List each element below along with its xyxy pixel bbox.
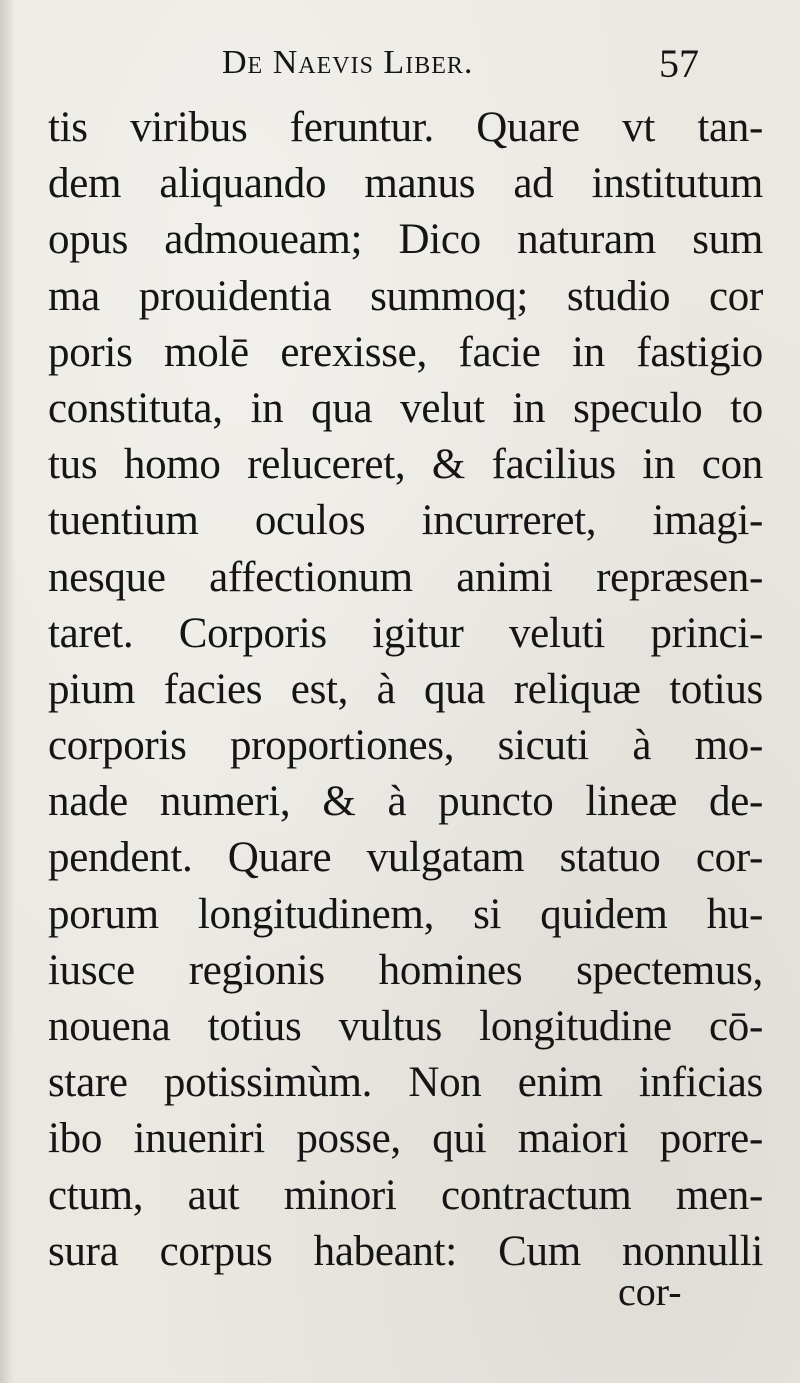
- text-line: ma prouidentia summoq; studio cor: [48, 272, 763, 320]
- text-line: tis viribus feruntur. Quare vt tan-: [48, 104, 763, 151]
- text-line: constituta, in qua velut in speculo to: [48, 384, 763, 432]
- running-head: De Naevis Liber.: [222, 44, 474, 81]
- text-line: opus admoueam; Dico naturam sum: [48, 216, 763, 264]
- page-number: 57: [659, 41, 699, 86]
- text-line: stare potissimùm. Non enim inficias: [48, 1059, 763, 1107]
- text-line: pendent. Quare vulgatam statuo cor-: [48, 834, 763, 882]
- text-line: ctum, aut minori contractum men-: [48, 1171, 763, 1219]
- text-line: taret. Corporis igitur veluti princi-: [48, 609, 763, 657]
- body-text: [48, 100, 763, 1280]
- page-header: [222, 40, 722, 90]
- text-line: nesque affectionum animi repræsen-: [48, 553, 763, 601]
- text-line: tus homo reluceret, & facilius in con: [48, 441, 763, 489]
- text-line: tuentium oculos incurreret, imagi-: [48, 497, 763, 545]
- text-line: nouena totius vultus longitudine cō-: [48, 1003, 763, 1050]
- text-line: pium facies est, à qua reliquæ totius: [48, 665, 763, 713]
- text-line: porum longitudinem, si quidem hu-: [48, 890, 763, 938]
- text-line: ibo inueniri posse, qui maiori porre-: [48, 1115, 763, 1163]
- text-line: sura corpus habeant: Cum nonnulli: [48, 1227, 763, 1275]
- page-gutter-edge: [0, 0, 14, 1383]
- text-line: dem aliquando manus ad institutum: [48, 160, 763, 208]
- text-line: corporis proportiones, sicuti à mo-: [48, 722, 763, 770]
- catchword: cor-: [618, 1269, 682, 1314]
- text-line: poris molē erexisse, facie in fastigio: [48, 328, 763, 376]
- text-line: nade numeri, & à puncto lineæ de-: [48, 778, 763, 826]
- text-line: iusce regionis homines spectemus,: [48, 946, 763, 994]
